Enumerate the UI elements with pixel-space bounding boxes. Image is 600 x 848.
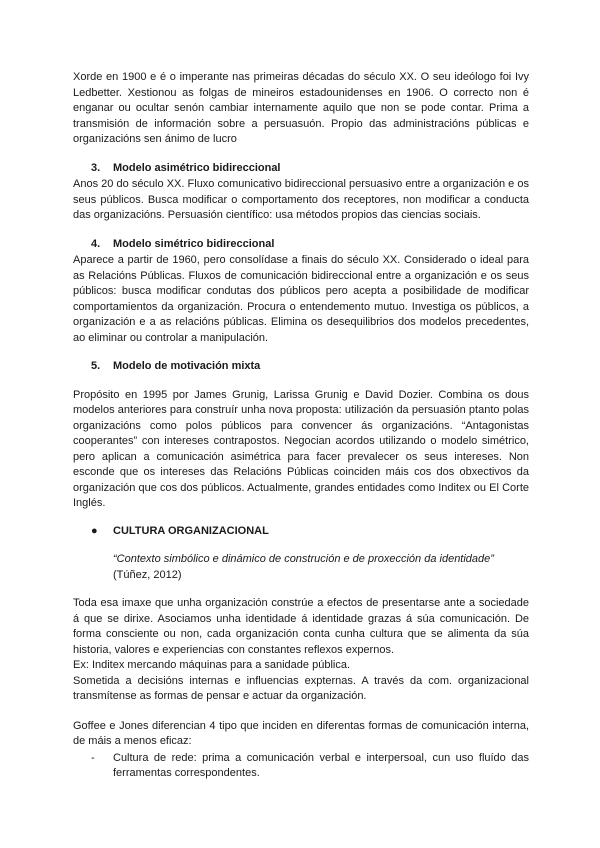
culture-paragraph-2: Sometida a decisións internas e influencias expternas. A través da com. organizacional transmítense as formas de pensar e actuar da organización. (73, 674, 529, 702)
section-title: Modelo de motivación mixta (113, 360, 261, 372)
culture-heading-title: CULTURA ORGANIZACIONAL (113, 524, 269, 537)
quote-citation: (Túñez, 2012) (113, 568, 182, 581)
intro-paragraph: Xorde en 1900 e é o imperante nas primeiras décadas do século XX. O seu ideólogo foi Ivy Ledbetter. Xestionou as folgas de mineiros estadounidenses en 1906. O correcto non é enganar ou ocultar senón cambiar internamente aquilo que non se pode contar. Prima a transmisión de información sobre a persuasuón. Propio das administracións públicas e organizacións sen ánimo de lucro (73, 71, 529, 145)
culture-heading (91, 524, 529, 540)
spacer (73, 583, 529, 596)
section-heading-4 (91, 237, 529, 253)
spacer (73, 376, 529, 388)
section-title: Modelo simétrico bidireccional (113, 237, 275, 250)
list-item (91, 751, 529, 782)
quote-text: “Contexto simbólico e dinámico de construción e de proxección da identidade” (113, 553, 494, 565)
bullet-icon: ● (91, 524, 98, 537)
section-body-5: Propósito en 1995 por James Grunig, Larissa Grunig e David Dozier. Combina os dous modelos anteriores para construír unha nova proposta: utilización da persuasión ptanto polas organizacións como polos públicos para convencer ás organizacións. “Antagonistas cooperantes” con intereses contrapostos. Negocian acordos utilizando o modelo simétrico, pero aplican a comunicación asimétrica para facer prevalecer os seus intereses. Non esconde que os intereses das Relacións Públicas coinciden máis cos dos obxectivos da organización que cos dos públicos. Actualmente, grandes entidades como Inditex ou El Corte Inglés. (73, 388, 529, 509)
culture-example: Ex: Inditex mercando máquinas para a sanidade pública. (73, 659, 351, 671)
list-marker: - (91, 751, 95, 764)
section-number: 3. (91, 161, 101, 174)
section-heading-3 (91, 161, 529, 177)
section-number: 5. (91, 360, 101, 372)
section-title: Modelo asimétrico bidireccional (113, 161, 281, 174)
definition-quote (113, 552, 529, 583)
culture-paragraph-1: Toda esa imaxe que unha organización constrúe a efectos de presentarse ante a sociedade á que se dirixe. Asociamos unha identidade á identidade grazas á súa comunicación. De forma consciente ou non, cada organización conta cunha cultura que se alimenta da súa historia, valores e experiencias con constantes reflexos expernos. (73, 597, 529, 656)
list-item-text: Cultura de rede: prima a comunicación verbal e interpersoal, cun uso fluído das ferramentas correspondentes. (113, 751, 529, 779)
culture-types-list (91, 751, 529, 782)
section-heading-5 (91, 359, 529, 375)
section-number: 4. (91, 237, 101, 250)
spacer (73, 705, 529, 719)
section-body-4: Aparece a partir de 1960, pero consolídase a finais do século XX. Considerado o ideal para as Relacións Públicas. Fluxos de comunicación bidireccional entre a organización e os seus públicos: busca modificar condutas dos públicos pero acepta a posibilidade de modificar comportamientos da organización. Procura o entendemento mutuo. Investiga os públicos, a organización e a as relacións públicas. Elimina os desequilibrios dos modelos precedentes, ao eliminar ou controlar a manipulación. (73, 254, 529, 344)
goffee-paragraph: Goffee e Jones diferencian 4 tipo que inciden en diferentas formas de comunicación interna, de máis a menos eficaz: (73, 719, 529, 747)
section-body-3: Anos 20 do século XX. Fluxo comunicativo bidireccional persuasivo entre a organización e os seus públicos. Busca modificar o comportamento dos receptores, non modificar a conducta das organizacións. Persuasión científico: usa métodos propios das ciencias sociais. (73, 178, 529, 221)
document-page (73, 70, 529, 782)
